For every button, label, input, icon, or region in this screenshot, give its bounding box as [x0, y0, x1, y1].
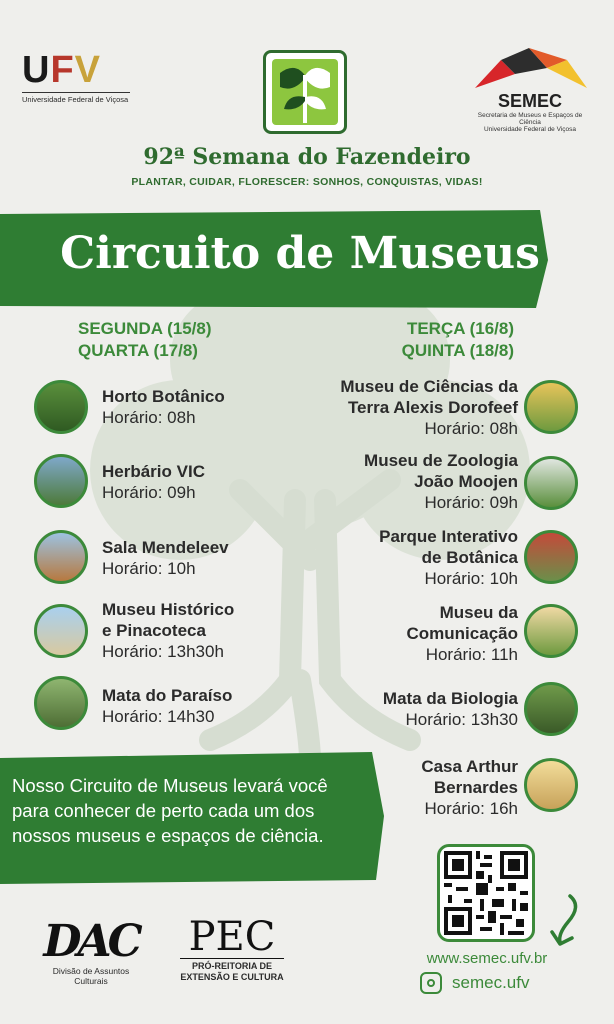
- item-name-2: Bernardes: [433, 778, 518, 797]
- item-name: Museu Histórico: [102, 600, 235, 619]
- info-line-1: Nosso Circuito de Museus levará você: [12, 775, 328, 796]
- item-name-2: de Botânica: [421, 548, 518, 567]
- banner-title: Circuito de Museus: [60, 228, 540, 279]
- pec-subtitle-2: EXTENSÃO E CULTURA: [180, 972, 284, 982]
- day-thursday: QUINTA (18/8): [401, 341, 514, 360]
- day-wednesday: QUARTA (17/8): [78, 341, 198, 360]
- photo-museu-zoologia: [524, 456, 578, 510]
- left-item-3: [102, 537, 229, 579]
- right-item-3: [379, 526, 518, 589]
- semec-logo: [470, 46, 590, 133]
- photo-museu-ciencias-terra: [524, 380, 578, 434]
- item-time: Horário: 10h: [102, 559, 196, 578]
- item-time: Horário: 16h: [424, 799, 518, 818]
- info-text: [12, 773, 362, 848]
- photo-museu-comunicacao: [524, 604, 578, 658]
- photo-mata-biologia: [524, 682, 578, 736]
- item-name: Sala Mendeleev: [102, 538, 229, 557]
- item-time: Horário: 13h30h: [102, 642, 224, 661]
- event-slogan: PLANTAR, CUIDAR, FLORESCER: SONHOS, CONQUISTAS, VIDAS!: [131, 176, 483, 188]
- item-name: Mata da Biologia: [382, 689, 518, 708]
- item-time: Horário: 14h30: [102, 707, 215, 726]
- photo-horto-botanico: [34, 380, 88, 434]
- left-days: [78, 318, 212, 362]
- item-name: Museu de Ciências da: [340, 377, 518, 396]
- day-tuesday: TERÇA (16/8): [406, 319, 514, 338]
- photo-herbario-vic: [34, 454, 88, 508]
- instagram-icon[interactable]: [420, 972, 442, 994]
- photo-parque-interativo: [524, 530, 578, 584]
- semec-subtitle-1: Secretaria de Museus e Espaços de Ciência: [477, 112, 583, 126]
- pec-mark: PEC: [188, 914, 276, 960]
- item-name-2: Terra Alexis Dorofeef: [347, 398, 518, 417]
- item-name: Museu de Zoologia: [364, 451, 518, 470]
- semec-subtitle-2: Universidade Federal de Viçosa: [483, 126, 576, 133]
- dac-subtitle-2: Culturais: [74, 976, 108, 986]
- photo-museu-historico: [34, 604, 88, 658]
- ufv-subtitle: Universidade Federal de Viçosa: [22, 92, 130, 104]
- item-time: Horário: 10h: [424, 569, 518, 588]
- photo-sala-mendeleev: [34, 530, 88, 584]
- item-name-2: e Pinacoteca: [102, 621, 206, 640]
- right-item-4: [407, 602, 518, 665]
- day-monday: SEGUNDA (15/8): [78, 319, 212, 338]
- right-item-2: [364, 450, 518, 513]
- left-item-1: [102, 386, 225, 428]
- dac-mark: DAC: [43, 916, 139, 967]
- item-name-2: João Moojen: [414, 472, 518, 491]
- pec-subtitle: [180, 958, 284, 983]
- semec-name: SEMEC: [497, 91, 562, 111]
- instagram-handle[interactable]: semec.ufv: [452, 973, 530, 992]
- right-days: [380, 318, 514, 362]
- item-time: Horário: 09h: [424, 493, 518, 512]
- item-name: Herbário VIC: [102, 462, 205, 481]
- info-line-2: para conhecer de perto cada um dos: [12, 800, 315, 821]
- photo-mata-paraiso: [34, 676, 88, 730]
- item-time: Horário: 09h: [102, 483, 196, 502]
- dac-logo: [42, 918, 140, 986]
- event-title: 92ª Semana do Fazendeiro: [143, 144, 471, 170]
- right-item-5: [383, 688, 518, 730]
- item-time: Horário: 08h: [424, 419, 518, 438]
- item-time: Horário: 13h30: [405, 710, 518, 729]
- photo-casa-arthur-bernardes: [524, 758, 578, 812]
- item-name: Museu da: [439, 603, 518, 622]
- pec-subtitle-1: PRÓ-REITORIA DE: [191, 961, 272, 971]
- item-name: Parque Interativo: [379, 527, 518, 546]
- item-time: Horário: 08h: [102, 408, 196, 427]
- item-name: Horto Botânico: [102, 387, 225, 406]
- right-item-6: [421, 756, 518, 819]
- item-name-2: Comunicação: [406, 624, 518, 643]
- ufv-logo: UFV Universidade Federal de Viçosa: [22, 49, 129, 104]
- left-item-5: [102, 685, 232, 727]
- item-name: Casa Arthur: [421, 757, 518, 776]
- semec-puzzle-icon: [471, 46, 589, 88]
- info-line-3: nossos museus e espaços de ciência.: [12, 825, 324, 846]
- item-time: Horário: 11h: [425, 645, 518, 664]
- event-logo: [263, 50, 347, 134]
- dac-subtitle-1: Divisão de Assuntos: [52, 966, 130, 976]
- website-link[interactable]: www.semec.ufv.br: [426, 950, 548, 967]
- item-name: Mata do Paraíso: [102, 686, 233, 705]
- arrow-icon: [548, 892, 588, 948]
- left-item-2: [102, 461, 205, 503]
- left-item-4: [102, 599, 234, 662]
- qr-code-icon[interactable]: [437, 844, 535, 942]
- pec-logo: [170, 916, 294, 983]
- right-item-1: [340, 376, 518, 439]
